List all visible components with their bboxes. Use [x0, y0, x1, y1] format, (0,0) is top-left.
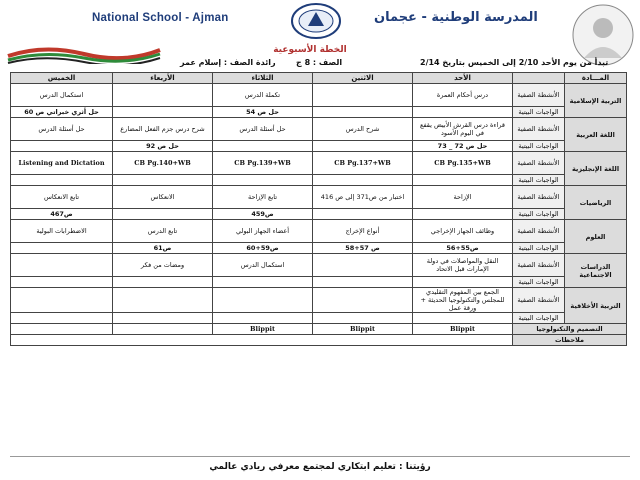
- activity-cell: اختبار من ص371 إلى ص 416: [313, 186, 413, 209]
- homework-cell: [313, 141, 413, 152]
- homework-cell: [213, 313, 313, 324]
- table-row: [11, 335, 627, 346]
- activity-cell: تكملة الدرس: [213, 84, 313, 107]
- homework-cell: [113, 209, 213, 220]
- design-tech-cell: [11, 324, 113, 335]
- column-header: الاثنين: [313, 73, 413, 84]
- activity-cell: [313, 84, 413, 107]
- activity-cell: CB Pg.139+WB: [213, 152, 313, 175]
- homework-cell: [11, 243, 113, 254]
- activity-cell: النقل والمواصلات في دولة الإمارات قبل الاتحاد: [413, 254, 513, 277]
- homework-cell: [11, 175, 113, 186]
- activity-cell: الجمع بين المفهوم التقليدي للمجلس والتكنولوجيا الحديثة + ورقة عمل: [413, 288, 513, 313]
- homework-label: الواجبات البيتية: [513, 175, 565, 186]
- activity-cell: تابع الانعكاس: [11, 186, 113, 209]
- homework-cell: ص467: [11, 209, 113, 220]
- activity-cell: CB Pg.135+WB: [413, 152, 513, 175]
- activity-label: الأنشطة الصفية: [513, 84, 565, 107]
- homework-cell: ص459: [213, 209, 313, 220]
- homework-cell: حل ص 72 _ 73: [413, 141, 513, 152]
- page-title: الخطة الأسبوعية: [273, 45, 347, 55]
- activity-cell: تابع الدرس: [113, 220, 213, 243]
- activity-cell: [11, 288, 113, 313]
- subject-cell: اللغة العربية: [565, 118, 627, 152]
- subject-cell: التربية الإسلامية: [565, 84, 627, 118]
- homework-cell: [113, 107, 213, 118]
- homework-cell: [213, 175, 313, 186]
- homework-cell: [413, 175, 513, 186]
- activity-label: الأنشطة الصفية: [513, 152, 565, 175]
- activity-cell: تابع الإزاحة: [213, 186, 313, 209]
- table-row: [11, 152, 627, 175]
- homework-cell: [11, 277, 113, 288]
- table-row: [11, 220, 627, 243]
- table-row: [11, 324, 627, 335]
- activity-cell: CB Pg.140+WB: [113, 152, 213, 175]
- homework-cell: حل أثري خبراتي ص 60: [11, 107, 113, 118]
- vision-footer: رؤيتنا : تعليم ابتكاري لمجتمع معرفي ريادي عالمي: [209, 462, 431, 472]
- activity-cell: [213, 288, 313, 313]
- table-row: [11, 141, 627, 152]
- homework-cell: [213, 277, 313, 288]
- homework-label: الواجبات البيتية: [513, 141, 565, 152]
- year-logo-icon: [4, 40, 164, 64]
- activity-label: الأنشطة الصفية: [513, 220, 565, 243]
- letterhead: [0, 0, 640, 42]
- design-tech-cell: Blippit: [413, 324, 513, 335]
- activity-cell: قراءة درس القرش الأبيض يقفع في اليوم الأسود: [413, 118, 513, 141]
- homework-label: الواجبات البيتية: [513, 277, 565, 288]
- activity-label: الأنشطة الصفية: [513, 186, 565, 209]
- homework-cell: [313, 277, 413, 288]
- homework-cell: ص 57+58: [313, 243, 413, 254]
- activity-cell: [313, 254, 413, 277]
- activity-cell: أعضاء الجهاز البولي: [213, 220, 313, 243]
- class-label: الصف : 8 ج: [296, 58, 343, 67]
- table-row: [11, 107, 627, 118]
- activity-label: الأنشطة الصفية: [513, 254, 565, 277]
- teacher-label: رائدة الصف : إسلام عمر: [180, 58, 276, 67]
- notes-label: ملاحظات: [513, 335, 627, 346]
- homework-cell: [113, 277, 213, 288]
- activity-cell: Listening and Dictation: [11, 152, 113, 175]
- school-name-en: National School - Ajman: [92, 12, 229, 24]
- subject-cell: العلوم: [565, 220, 627, 254]
- notes-cell: [11, 335, 513, 346]
- homework-label: الواجبات البيتية: [513, 243, 565, 254]
- table-header-row: [11, 73, 627, 84]
- column-header: [513, 73, 565, 84]
- subject-cell: التصميم والتكنولوجيا: [513, 324, 627, 335]
- column-header: الأربعاء: [113, 73, 213, 84]
- activity-label: الأنشطة الصفية: [513, 118, 565, 141]
- column-header: الخميس: [11, 73, 113, 84]
- design-tech-cell: Blippit: [213, 324, 313, 335]
- homework-cell: [113, 175, 213, 186]
- activity-label: الأنشطة الصفية: [513, 288, 565, 313]
- subject-cell: التربية الأخلاقية: [565, 288, 627, 324]
- activity-cell: حل أسئلة الدرس: [213, 118, 313, 141]
- activity-cell: شرح درس جزم الفعل المضارع: [113, 118, 213, 141]
- homework-cell: [11, 313, 113, 324]
- homework-cell: [413, 209, 513, 220]
- table-row: [11, 209, 627, 220]
- homework-cell: [313, 107, 413, 118]
- activity-cell: [313, 288, 413, 313]
- activity-cell: استكمال الدرس: [213, 254, 313, 277]
- homework-cell: [313, 313, 413, 324]
- homework-cell: حل ص 92: [113, 141, 213, 152]
- date-range: تبدأ من يوم الأحد 2/10 إلى الخميس بتاريخ 2/14: [420, 58, 609, 67]
- activity-cell: CB Pg.137+WB: [313, 152, 413, 175]
- table-row: [11, 254, 627, 277]
- homework-cell: [413, 313, 513, 324]
- school-seal-icon: [288, 2, 344, 40]
- design-tech-cell: [113, 324, 213, 335]
- homework-cell: [413, 107, 513, 118]
- subject-cell: اللغة الإنجليزية: [565, 152, 627, 186]
- homework-cell: [313, 209, 413, 220]
- weekly-plan-table: [10, 72, 627, 346]
- table-row: [11, 313, 627, 324]
- table-row: [11, 186, 627, 209]
- activity-cell: ومضات من فكر: [113, 254, 213, 277]
- homework-cell: حل ص 54: [213, 107, 313, 118]
- homework-cell: [213, 141, 313, 152]
- activity-cell: [113, 84, 213, 107]
- activity-cell: الانعكاس: [113, 186, 213, 209]
- activity-cell: وظائف الجهاز الإخراجي: [413, 220, 513, 243]
- column-header: المـــادة: [565, 73, 627, 84]
- activity-cell: استكمال الدرس: [11, 84, 113, 107]
- homework-label: الواجبات البيتية: [513, 209, 565, 220]
- homework-label: الواجبات البيتية: [513, 313, 565, 324]
- homework-cell: ص59+60: [213, 243, 313, 254]
- column-header: الأحد: [413, 73, 513, 84]
- activity-cell: الإزاحة: [413, 186, 513, 209]
- activity-cell: أنواع الإخراج: [313, 220, 413, 243]
- subject-cell: الدراسات الاجتماعية: [565, 254, 627, 288]
- table-row: [11, 118, 627, 141]
- table-row: [11, 288, 627, 313]
- activity-cell: حل أسئلة الدرس: [11, 118, 113, 141]
- table-row: [11, 277, 627, 288]
- activity-cell: شرح الدرس: [313, 118, 413, 141]
- table-row: [11, 175, 627, 186]
- activity-cell: الاضطرابات البولية: [11, 220, 113, 243]
- school-name-ar: المدرسة الوطنية - عجمان: [374, 10, 538, 25]
- subject-cell: الرياضيات: [565, 186, 627, 220]
- activity-cell: [113, 288, 213, 313]
- homework-cell: [313, 175, 413, 186]
- column-header: الثلاثاء: [213, 73, 313, 84]
- design-tech-cell: Blippit: [313, 324, 413, 335]
- homework-cell: [11, 141, 113, 152]
- homework-label: الواجبات البيتية: [513, 107, 565, 118]
- table-row: [11, 243, 627, 254]
- activity-cell: درس أحكام العمرة: [413, 84, 513, 107]
- homework-cell: [113, 313, 213, 324]
- homework-cell: ص61: [113, 243, 213, 254]
- homework-cell: ص55+56: [413, 243, 513, 254]
- homework-cell: [413, 277, 513, 288]
- footer-divider: [10, 456, 630, 457]
- activity-cell: [11, 254, 113, 277]
- table-row: [11, 84, 627, 107]
